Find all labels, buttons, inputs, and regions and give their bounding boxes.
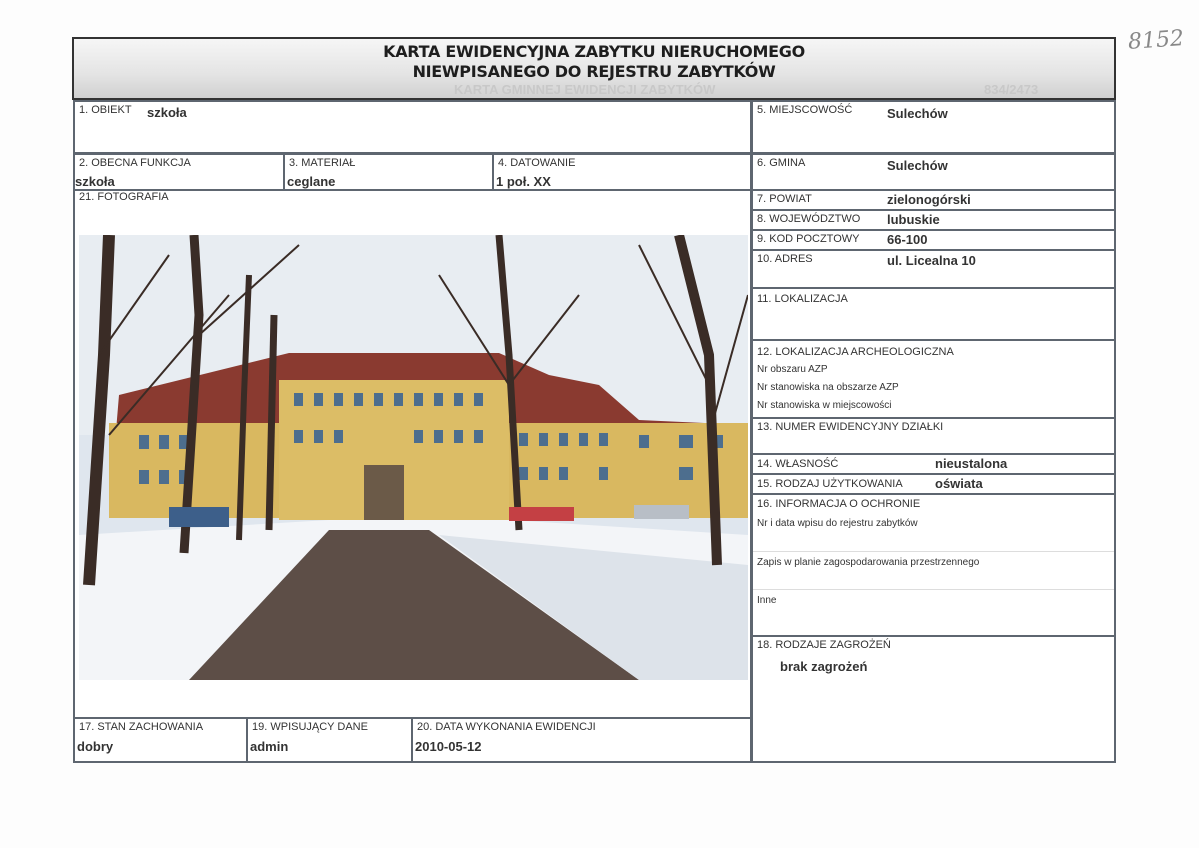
label: 8. WOJEWÓDZTWO <box>757 213 861 225</box>
field-obiekt <box>73 100 752 154</box>
label: 2. OBECNA FUNKCJA <box>79 157 191 169</box>
label: 9. KOD POCZTOWY <box>757 233 860 245</box>
handwritten-number: 8152 <box>1127 26 1185 55</box>
sub-label: Nr stanowiska w miejscowości <box>757 400 892 411</box>
building-photo <box>79 235 748 680</box>
label: 4. DATOWANIE <box>498 157 576 169</box>
field-lokalizacja-archeologiczna <box>751 339 1116 419</box>
value: ceglane <box>287 174 336 189</box>
title-line-2: NIEWPISANEGO DO REJESTRU ZABYTKÓW <box>412 62 776 81</box>
label: 11. LOKALIZACJA <box>757 293 848 305</box>
field-wlasnosc <box>751 453 1116 475</box>
value: lubuskie <box>887 212 940 227</box>
divider <box>753 551 1114 552</box>
label: 15. RODZAJ UŻYTKOWANIA <box>757 478 903 490</box>
value: szkoła <box>147 105 187 120</box>
label: 19. WPISUJĄCY DANE <box>252 721 368 733</box>
field-obecna-funkcja <box>73 153 285 191</box>
value: admin <box>250 739 289 754</box>
field-data-wykonania <box>411 717 752 763</box>
label: 7. POWIAT <box>757 193 812 205</box>
value: Sulechów <box>887 158 948 173</box>
label: 10. ADRES <box>757 253 813 265</box>
label: 16. INFORMACJA O OCHRONIE <box>757 498 921 510</box>
field-stan-zachowania <box>73 717 248 763</box>
field-datowanie <box>492 153 752 191</box>
field-powiat <box>751 189 1116 211</box>
field-gmina <box>751 153 1116 191</box>
sub-label: Zapis w planie zagospodarowania przestrzennego <box>757 557 980 568</box>
label: 17. STAN ZACHOWANIA <box>79 721 204 733</box>
label: 20. DATA WYKONANIA EWIDENCJI <box>417 721 596 733</box>
label: 13. NUMER EWIDENCYJNY DZIAŁKI <box>757 421 944 433</box>
form-header <box>72 37 1116 100</box>
field-lokalizacja <box>751 287 1116 341</box>
value: ul. Licealna 10 <box>887 253 976 268</box>
divider <box>753 589 1114 590</box>
sub-label: Nr i data wpisu do rejestru zabytków <box>757 518 918 529</box>
ghost-title: KARTA GMINNEJ EWIDENCJI ZABYTKÓW <box>454 82 716 97</box>
field-material <box>283 153 494 191</box>
field-wojewodztwo <box>751 209 1116 231</box>
field-informacja-o-ochronie <box>751 493 1116 637</box>
value: Sulechów <box>887 106 948 121</box>
label: 14. WŁASNOŚĆ <box>757 458 839 470</box>
label: 18. RODZAJE ZAGROŻEŃ <box>757 639 891 651</box>
field-rodzaje-zagrozen <box>751 635 1116 763</box>
value: zielonogórski <box>887 192 971 207</box>
value: dobry <box>77 739 114 754</box>
field-rodzaj-uzytkowania <box>751 473 1116 495</box>
value: nieustalona <box>935 456 1008 471</box>
sub-label: Inne <box>757 595 777 606</box>
field-numer-dzialki <box>751 417 1116 455</box>
label: 21. FOTOGRAFIA <box>79 191 169 203</box>
value: 66-100 <box>887 232 928 247</box>
label: 12. LOKALIZACJA ARCHEOLOGICZNA <box>757 346 954 358</box>
field-adres <box>751 249 1116 289</box>
field-wpisujacy <box>246 717 413 763</box>
sub-label: Nr stanowiska na obszarze AZP <box>757 382 899 393</box>
title-line-1: KARTA EWIDENCYJNA ZABYTKU NIERUCHOMEGO <box>383 42 805 61</box>
field-kod-pocztowy <box>751 229 1116 251</box>
sub-label: Nr obszaru AZP <box>757 364 828 375</box>
label: 3. MATERIAŁ <box>289 157 356 169</box>
value: szkoła <box>75 174 115 189</box>
value: 1 poł. XX <box>496 174 551 189</box>
label: 5. MIEJSCOWOŚĆ <box>757 104 853 116</box>
field-miejscowosc <box>751 100 1116 154</box>
label: 6. GMINA <box>757 157 806 169</box>
value: oświata <box>935 476 983 491</box>
ghost-number: 834/2473 <box>984 82 1039 97</box>
value: brak zagrożeń <box>780 659 868 674</box>
value: 2010-05-12 <box>415 739 482 754</box>
label: 1. OBIEKT <box>79 104 132 116</box>
